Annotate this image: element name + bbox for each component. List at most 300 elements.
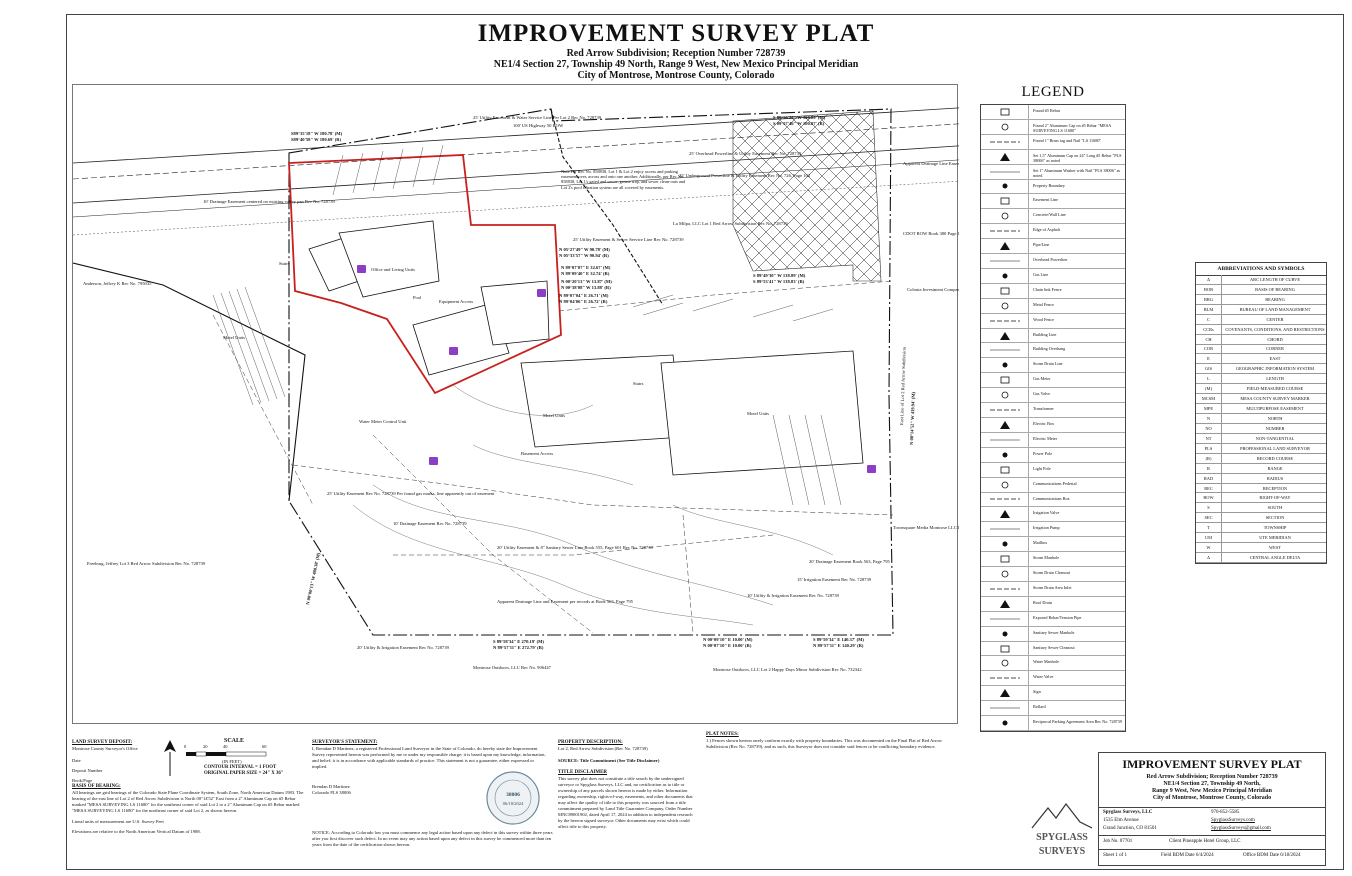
legend-row	[981, 150, 1125, 165]
apparent-drainage-label: Apparent Drainage Line Ease	[903, 161, 958, 166]
abbreviation-meaning: BUREAU OF LAND MANAGEMENT	[1239, 306, 1311, 312]
montrose-outdoors-2: Montrose Outdoors, LLC Lot 2 Happy Days Minor Subdivision Rec No. 732342	[713, 667, 862, 672]
abbreviation-meaning: EAST	[1269, 356, 1281, 362]
company-name: Spyglass Surveys, LLC	[1103, 810, 1153, 815]
legend-title: LEGEND	[1021, 84, 1085, 100]
abbreviation-meaning: PROFESSIONAL LAND SURVEYOR	[1240, 445, 1310, 451]
abbreviation-meaning: NUMBER	[1265, 425, 1285, 431]
legend-label: Electric Meter	[1033, 435, 1058, 441]
title-block	[1098, 752, 1326, 866]
deposit-heading: LAND SURVEY DEPOSIT:	[72, 740, 133, 745]
util-easement-mid: 25' Utility Easement Rec No. 728739 Per found gas marks, line apparently out of easement	[327, 491, 495, 496]
legend-symbol-icon	[981, 567, 1029, 581]
legend-row	[981, 493, 1125, 508]
abbreviation-meaning: LENGTH	[1266, 376, 1284, 382]
legend-row	[981, 656, 1125, 671]
seal-graphic	[480, 770, 546, 826]
abbreviation-row	[1196, 325, 1326, 335]
bearing-s3: N 00°09'10" E 10.00' (M)	[703, 637, 753, 642]
subtitle-line-1: Red Arrow Subdivision; Reception Number 728739	[566, 48, 786, 59]
abbreviation-key: REC	[1196, 484, 1222, 493]
legend-row	[981, 418, 1125, 433]
deposit-text: Montrose County Surveyor's Office	[72, 746, 138, 751]
company-phone: 970-852-5585	[1211, 810, 1240, 815]
legend-label: Set 1.5" Aluminum Cap on 24" Long #5 Rebar "PLS 38006" as noted	[1033, 152, 1122, 163]
abbreviation-row	[1196, 523, 1326, 533]
basis-block	[72, 784, 306, 835]
deposit-number-label: Deposit Number	[72, 768, 103, 773]
scale-tick-60: 60	[262, 744, 267, 749]
abbreviation-meaning: WEST	[1269, 545, 1281, 551]
montrose-outdoors: Montrose Outdoors, LLC Rec No. 906447	[473, 665, 551, 670]
legend-symbol-icon	[981, 522, 1029, 536]
legend-row	[981, 105, 1125, 120]
legend-symbol-icon	[981, 507, 1029, 521]
legend-symbol-icon	[981, 463, 1029, 477]
abbreviation-row	[1196, 374, 1326, 384]
legend-label: Building Line	[1033, 331, 1057, 337]
legend-symbol-icon	[981, 612, 1029, 626]
legend-row	[981, 269, 1125, 284]
legend-label: Concrete/Wall Line	[1033, 212, 1066, 218]
legend-label: Roof Drain	[1033, 599, 1052, 605]
legend-row	[981, 120, 1125, 135]
legend-row	[981, 239, 1125, 254]
basis-heading: BASIS OF BEARING:	[72, 784, 121, 789]
legend-row	[981, 388, 1125, 403]
bearing-s2: N 89°57'11" E 272.79' (R)	[493, 645, 544, 650]
property-block	[558, 740, 698, 830]
legend-row	[981, 448, 1125, 463]
surveyor-heading: SURVEYOR'S STATEMENT:	[312, 740, 378, 745]
sheet-number: Sheet 1 of 1	[1103, 853, 1128, 858]
sewer-service-label: 25' Utility Easement & Sewer Service Line Rec No. 728739	[573, 237, 684, 242]
abbreviation-meaning: GEOGRAPHIC INFORMATION SYSTEM	[1235, 366, 1315, 372]
scale-tick-40: 40	[223, 744, 228, 749]
legend-label: Metal Fence	[1033, 301, 1054, 307]
apparent-drainage-s: Apparent Drainage Line and Easement per records at Book 563, Page 795	[497, 599, 633, 604]
legend-label: Wood Fence	[1033, 316, 1054, 322]
legend-label: Exposed Rebar/Tension Pipe	[1033, 614, 1082, 620]
legend-symbol-icon	[981, 224, 1029, 238]
company-email[interactable]: SpyglassSurveys@gmail.com	[1211, 826, 1271, 831]
legend-symbol-icon	[981, 448, 1029, 462]
abbreviation-meaning: RECORD COURSE	[1256, 455, 1294, 461]
company-logo	[1030, 800, 1094, 866]
legend-label: Communications Pedestal	[1033, 480, 1077, 486]
bearing-e: N 00°14'52" W 439.94' (M)	[909, 391, 916, 446]
abbreviation-meaning: NON-TANGENTIAL	[1255, 435, 1295, 441]
abbreviation-key: NT	[1196, 434, 1222, 443]
abbreviation-row	[1196, 295, 1326, 305]
water-easement-label: 25' Utility Easement & Water Service Line Per Lot 2 Rec No. 728739	[473, 115, 602, 120]
pool-label: Pool	[413, 295, 422, 300]
date-label: Date	[72, 758, 81, 763]
legend-symbol-icon	[981, 194, 1029, 208]
legend-label: Easement Line	[1033, 197, 1058, 203]
legend-label: Storm Drain Cleanout	[1033, 570, 1070, 576]
property-text: Lot 2, Red Arrow Subdivision (Rec No. 728739)	[558, 746, 648, 751]
abbreviation-row	[1196, 454, 1326, 464]
legend-row	[981, 343, 1125, 358]
legend-label: Gas Valve	[1033, 391, 1051, 397]
legend-row	[981, 567, 1125, 582]
signer-pls: Colorado PLS 38006	[312, 790, 351, 795]
client-name: Client Pineapple Hotel Group, LLC	[1169, 839, 1241, 844]
subtitle-line-2: NE1/4 Section 27, Township 49 North, Range 9 West, New Mexico Principal Meridian	[493, 59, 859, 70]
abbreviation-key: PLS	[1196, 444, 1222, 453]
bearing-b4: N 89°09'40" E 32.74' (R)	[561, 271, 610, 276]
sanitary-label: 20' Utility Easement & 8" Sanitary Sewer Line Book 555, Page 601 Rec No. 728739	[497, 545, 653, 550]
legend-symbol-icon	[981, 388, 1029, 402]
abbreviation-row	[1196, 513, 1326, 523]
abbreviation-key: R	[1196, 464, 1222, 473]
abbreviation-key: SEC	[1196, 513, 1222, 522]
abbreviation-row	[1196, 364, 1326, 374]
abbreviation-meaning: COVENANTS, CONDITIONS, AND RESTRICTIONS	[1225, 326, 1325, 332]
easement-note: Note Per Rec No. 858838, Lot 1 & Lot 2 enjoy access and parking easement over, across and onto one another. Additionally, per Rec No. 858838, Lot 1's gated and sewer, grease trap, and sewer clean-outs and Lot 2's pool filtration system are all covered by easements.	[561, 169, 686, 190]
abbreviation-meaning: FIELD-MEASURED COURSE	[1246, 386, 1304, 392]
plat-notes-heading: PLAT NOTES:	[706, 732, 739, 737]
bearing-b5: N 00°20'13" W 13.87' (M)	[561, 279, 612, 284]
office-bldg-label: Office and Living Units	[371, 267, 415, 272]
legend-symbol-icon	[981, 537, 1029, 551]
legend-row	[981, 522, 1125, 537]
legend-symbol-icon	[981, 180, 1029, 194]
office-date: Office BDM Date 6/18/2024	[1243, 853, 1301, 858]
new-stairs-label: Stairs	[633, 381, 644, 386]
linear-units-text: Lineal units of measurement are U.S. Survey Feet	[72, 819, 164, 824]
seal-date: 06/18/2024	[502, 801, 524, 806]
subtitle-line-3: City of Montrose, Montrose County, Colorado	[577, 70, 775, 81]
legend-symbol-icon	[981, 373, 1029, 387]
abbreviation-row	[1196, 335, 1326, 345]
underground-pl-label: 25' Underground Powerline & Utility Easement Rec No. 726, Page 102	[679, 173, 811, 178]
legend-symbol-icon	[981, 120, 1029, 134]
abbreviation-meaning: NORTH	[1267, 415, 1283, 421]
company-city: Grand Junction, CO 81501	[1103, 826, 1157, 831]
abbreviation-meaning: CORNER	[1266, 346, 1284, 352]
abbreviation-row	[1196, 354, 1326, 364]
abbreviation-key: CH	[1196, 335, 1222, 344]
abbreviation-key: E	[1196, 354, 1222, 363]
abbreviation-meaning: SOUTH	[1267, 505, 1283, 511]
legend-symbol-icon	[981, 478, 1029, 492]
bearing-tl2: S89°40'58" W 180.69' (R)	[291, 137, 342, 142]
title-block-line-3: Range 9 West, New Mexico Principal Meridian	[1151, 788, 1273, 794]
legend-row	[981, 582, 1125, 597]
legend-symbol-icon	[981, 686, 1029, 700]
legend-label: Water Manhole	[1033, 659, 1059, 665]
legend-row	[981, 433, 1125, 448]
title-block-line-1: Red Arrow Subdivision; Reception Number 728739	[1146, 774, 1278, 780]
property-heading: PROPERTY DESCRIPTION:	[558, 740, 623, 745]
abbreviation-key: CCRs	[1196, 325, 1222, 334]
legend-label: Electric Box	[1033, 421, 1055, 426]
title-disclaimer-heading: TITLE DISCLAIMER	[558, 770, 608, 775]
abbreviation-meaning: RANGE	[1267, 465, 1283, 471]
legend-row	[981, 716, 1125, 731]
legend-label: Bollard	[1033, 704, 1046, 710]
legend-label: Sign	[1033, 689, 1041, 695]
abbreviation-key: BOB	[1196, 285, 1222, 294]
legend-symbol-icon	[981, 105, 1029, 119]
util-irr-label: 10' Utility & Irrigation Easement Rec No. 728739	[747, 593, 839, 598]
abbreviation-meaning: TOWNSHIP	[1263, 525, 1287, 531]
legend-symbol-icon	[981, 343, 1029, 357]
legend-label: Building Overhang	[1033, 346, 1066, 352]
abbreviation-key: (M)	[1196, 384, 1222, 393]
bearing-s1: S 89°58'34" E 270.19' (M)	[493, 639, 544, 644]
abbreviation-row	[1196, 414, 1326, 424]
paper-size: ORIGINAL PAPER SIZE = 24" X 36"	[204, 771, 284, 776]
legend-label: Irrigation Pump	[1033, 525, 1060, 531]
title-disclaimer-text: This survey plat does not constitute a title search by the undersigned surveyor or Spyglass Surveys, LLC and, no certification as to title or ownership of any parcels shown hereon is made by either. Information regarding ownership, rights-of-way, easements, and other documents that may affect the quality of title to this property was sourced from a title commitment prepared by Land Title Guarantee Company, Order Number MNC89001902, dated April 17, 2024 in addition to independent research by the hereon signed surveyor. Other documents may exist which could affect title to this property.	[558, 776, 693, 829]
legend-label: Reciprocal Parking Agreement Area Rec No. 728739	[1033, 719, 1122, 725]
legend-label: Sanitary Sewer Manhole	[1033, 629, 1075, 635]
source-heading: SOURCE: Title Commitment (See Title Disclaimer)	[558, 758, 660, 763]
abbreviation-meaning: MESA COUNTY SURVEY MARKER	[1240, 396, 1310, 402]
scale-unit: (IN FEET)	[222, 759, 242, 764]
bearing-s4: N 00°07'10" E 10.00' (R)	[703, 643, 752, 648]
logo-word-top: SPYGLASS	[1036, 832, 1088, 843]
abbreviation-meaning: BEARING	[1265, 296, 1285, 302]
logo-word-bottom: SURVEYS	[1038, 846, 1086, 857]
seal-number: 38006	[506, 792, 520, 798]
legend-row	[981, 463, 1125, 478]
job-number: Job No. 07701	[1103, 839, 1133, 844]
abbreviation-key: MPE	[1196, 404, 1222, 413]
legend-label: Chain link Fence	[1033, 286, 1062, 292]
legend-label: Gas Meter	[1033, 376, 1051, 382]
legend-label: Found 2" Aluminum Cap on #5 Rebar "MESA SURVEYING LS 11680"	[1033, 122, 1111, 133]
abbreviation-row	[1196, 404, 1326, 414]
bearing-b1: N 05°27'49" W 90.78' (M)	[559, 247, 610, 252]
legend-label: Light Pole	[1033, 465, 1051, 471]
mountain-icon	[1030, 800, 1094, 830]
abbreviation-meaning: CENTRAL ANGLE DELTA	[1249, 555, 1301, 561]
legend-row	[981, 329, 1125, 344]
abbreviation-row	[1196, 434, 1326, 444]
bearing-b3: N 89°07'07" E 32.67' (M)	[561, 265, 611, 270]
company-address: 1535 Elm Avenue	[1103, 818, 1139, 823]
legend-row	[981, 373, 1125, 388]
legend-row	[981, 627, 1125, 642]
abbreviation-meaning: RIGHT-OF-WAY	[1259, 495, 1291, 501]
legend-symbol-icon	[981, 165, 1029, 179]
plat-notes-text: 1.) Fences shown hereon rarely conform exactly with property boundaries. This was documented on the Final Plat of Red Arrow Subdivision (Rec No. 728739), and as such, this Surveyor does not consider said fences to be conflicting boundary evidence.	[706, 738, 943, 749]
abbreviation-key: COR	[1196, 345, 1222, 354]
legend-symbol-icon	[981, 239, 1029, 253]
cdot-row-label: CDOT ROW Book 380 Page 162	[903, 231, 959, 236]
legend-row	[981, 194, 1125, 209]
abbreviation-row	[1196, 345, 1326, 355]
abbreviation-row	[1196, 285, 1326, 295]
basement-label: Basement Access	[521, 451, 554, 456]
scale-title: SCALE	[224, 738, 245, 744]
bearing-s6: N 89°57'11" E 140.29' (R)	[813, 643, 864, 648]
drainage-easement-nw: 10' Drainage Easement centered on existing valley pan Rec No. 728739	[203, 199, 335, 204]
legend-row	[981, 224, 1125, 239]
abbreviation-key: (R)	[1196, 454, 1222, 463]
bearing-tr2: S 89°57'46" W 100.07' (R)	[773, 121, 825, 126]
bearing-w: N 00°00'13" W 480.38' (M)	[305, 552, 322, 606]
legend-row	[981, 403, 1125, 418]
legend-label: Property Boundary	[1033, 182, 1065, 188]
bearing-b7: N 89°07'04" E 26.71' (M)	[559, 293, 609, 298]
motel-units-label: Motel Units	[223, 335, 246, 340]
legend-row	[981, 612, 1125, 627]
legend-row	[981, 180, 1125, 195]
bearing-b6: N 00°38'08" W 13.88' (R)	[561, 285, 611, 290]
highway-label: 100' US Highway 50 ROW	[513, 123, 564, 128]
abbreviation-key: N	[1196, 414, 1222, 423]
abbreviation-row	[1196, 464, 1326, 474]
legend-row	[981, 135, 1125, 150]
abbreviation-row	[1196, 503, 1326, 513]
legend-row	[981, 254, 1125, 269]
legend-symbol-icon	[981, 403, 1029, 417]
bearing-s5: S 89°59'34" E 140.37' (M)	[813, 637, 864, 642]
legend-row	[981, 478, 1125, 493]
legend-label: Storm Manhole	[1033, 555, 1060, 561]
deposit-block	[72, 740, 162, 784]
abbreviation-row	[1196, 543, 1326, 553]
scale-block	[164, 738, 294, 778]
legend-symbol-icon	[981, 299, 1029, 313]
legend-row	[981, 209, 1125, 224]
title-block-line-4: City of Montrose, Montrose County, Colorado	[1152, 795, 1272, 801]
abbreviation-key: L	[1196, 374, 1222, 383]
legend-symbol-icon	[981, 418, 1029, 432]
abbreviation-row	[1196, 384, 1326, 394]
legend-label: Irrigation Valve	[1033, 510, 1060, 516]
legend-row	[981, 537, 1125, 552]
bearing-b2: N 05°33'57" W 90.94' (R)	[559, 253, 609, 258]
la-milpa-label: La Milpa, LLC Lot 1 Red Arrow Subdivision Rec No. 728739	[673, 221, 788, 226]
legend-label: Edge of Asphalt	[1033, 227, 1060, 233]
abbreviation-meaning: BASIS OF BEARING	[1255, 286, 1295, 292]
company-web[interactable]: SpyglassSurveys.com	[1211, 818, 1255, 823]
legend-symbol-icon	[981, 627, 1029, 641]
abbreviation-row	[1196, 484, 1326, 494]
abbreviation-key: Δ	[1196, 275, 1222, 284]
legend-symbol-icon	[981, 716, 1029, 730]
surveyor-seal	[480, 770, 546, 826]
legend-row	[981, 358, 1125, 373]
abbreviation-row	[1196, 305, 1326, 315]
site-plan-frame	[72, 84, 958, 724]
abbreviation-row	[1196, 533, 1326, 543]
legend-label: Mailbox	[1033, 540, 1048, 546]
legend-symbol-icon	[981, 329, 1029, 343]
motel-units-label-3: Motel Units	[747, 411, 770, 416]
legend-row	[981, 507, 1125, 522]
legend-label: Transformer	[1033, 406, 1054, 412]
title-block-line-2: NE1/4 Section 27, Township 49 North,	[1163, 781, 1261, 787]
abbreviation-row	[1196, 275, 1326, 285]
legend-symbol-icon	[981, 671, 1029, 685]
legend-row	[981, 552, 1125, 567]
bearing-tr1: S 89°50'58" W 100.09' (M)	[773, 115, 826, 120]
legend-symbol-icon	[981, 150, 1029, 164]
irrigation-label: 15' Irrigation Easement Rec No. 728739	[797, 577, 872, 582]
overhead-pl-label: 25' Overhead Powerline & Utility Easement Rec No. 728739	[689, 151, 802, 156]
east-line-label: East Line of Lot 2 Red Arrow Subdivision	[899, 346, 907, 426]
legend-row	[981, 165, 1125, 180]
legend-label: Found 1" Brass tag and Nail "LS 11680"	[1033, 137, 1102, 143]
abbreviation-meaning: CHORD	[1267, 336, 1283, 342]
abbreviation-row	[1196, 394, 1326, 404]
abbreviation-key: C	[1196, 315, 1222, 324]
legend-label: Pipe/Line	[1033, 242, 1050, 248]
colonia-label: Colonia Investment Compa	[907, 287, 958, 292]
legend-label: Water Valve	[1033, 674, 1054, 680]
abbreviation-key: T	[1196, 523, 1222, 532]
legend-row	[981, 671, 1125, 686]
abbreviation-key: W	[1196, 543, 1222, 552]
bearing-tl1: S89°35'18" W 180.78' (M)	[291, 131, 343, 136]
north-arrow-icon	[164, 740, 176, 752]
abbreviation-meaning: CENTER	[1266, 316, 1284, 322]
drainage-easement-mid: 10' Drainage Easement Rec No. 728739	[393, 521, 467, 526]
util-irr-sw: 20' Utility & Irrigation Easement Rec No. 728739	[357, 645, 449, 650]
abbreviation-meaning: MULTIPURPOSE EASEMENT	[1246, 406, 1304, 412]
legend-symbol-icon	[981, 642, 1029, 656]
abbreviation-key: ROW	[1196, 493, 1222, 502]
motel-units-label-2: Motel Units	[543, 413, 566, 418]
abbreviations-table	[1195, 262, 1327, 564]
legend-symbol-icon	[981, 433, 1029, 447]
drainage-se-label: 20' Drainage Easement Book 563, Page 795	[809, 559, 890, 564]
legend-symbol-icon	[981, 656, 1029, 670]
legend-label: Communications Box	[1033, 495, 1070, 501]
legend-label: Set 1" Aluminum Washer with Nail "PLS 38006" as noted	[1033, 167, 1121, 178]
legend-symbol-icon	[981, 358, 1029, 372]
abbreviation-key: BRG	[1196, 295, 1222, 304]
notice-text: NOTICE: According to Colorado law you must commence any legal action based upon any defect in this survey within three years after you first discover such defect. In no event may any action based upon any defect in this survey be commenced more than ten years from the date of the certification shown hereon.	[312, 830, 553, 847]
signer-name: Brendan D Martinez	[312, 784, 350, 789]
legend-table	[980, 104, 1126, 732]
legend-symbol-icon	[981, 269, 1029, 283]
abbreviations-title: ABBREVIATIONS AND SYMBOLS	[1196, 263, 1326, 276]
abbreviation-key: BLM	[1196, 305, 1222, 314]
scale-tick-0: 0	[184, 744, 187, 749]
abbreviation-key: RAD	[1196, 474, 1222, 483]
bearing-b10: S 89°53'41" W 138.83' (R)	[753, 279, 805, 284]
legend-label: Sanitary Sewer Cleanout	[1033, 644, 1075, 650]
abbreviation-row	[1196, 474, 1326, 484]
basis-text: All bearings are grid bearings of the Colorado State Plane Coordinate System, South Zone, North American Datum 1983. The bearing of the east line of Lot 2 of Red Arrow Subdivision is North 00°14'52" East from a 2" Aluminum Cap on #5 Rebar marked "MESA SURVEYING LS 11680" for the southeast corner of said Lot 2 to a 2" Aluminum Cap on #5 Rebar marked "MESA SURVEYING LS 11680" for the northeast corner of said Lot 2, as shown hereon.	[72, 790, 304, 813]
legend-row	[981, 686, 1125, 701]
legend-label: Power Pole	[1033, 450, 1053, 456]
abbreviation-key: NO	[1196, 424, 1222, 433]
plat-title: IMPROVEMENT SURVEY PLAT	[477, 20, 875, 47]
scale-tick-20: 20	[203, 744, 208, 749]
reciprocal-parking-area	[733, 111, 881, 281]
abbreviation-meaning: SECTION	[1265, 515, 1285, 521]
elevations-text: Elevations are relative to the North American Vertical Datum of 1988.	[72, 829, 201, 834]
legend-row	[981, 299, 1125, 314]
abbreviation-key: MCSM	[1196, 394, 1222, 403]
legend-symbol-icon	[981, 582, 1029, 596]
abbreviation-row	[1196, 315, 1326, 325]
bearing-b9: S 89°49'30" W 138.89' (M)	[753, 273, 806, 278]
book-page-label: Book/Page	[72, 778, 93, 783]
field-date: Field BDM Date 6/4/2024	[1161, 853, 1214, 858]
legend-label: Storm Drain Line	[1033, 361, 1063, 367]
plat-notes-block	[706, 732, 956, 750]
